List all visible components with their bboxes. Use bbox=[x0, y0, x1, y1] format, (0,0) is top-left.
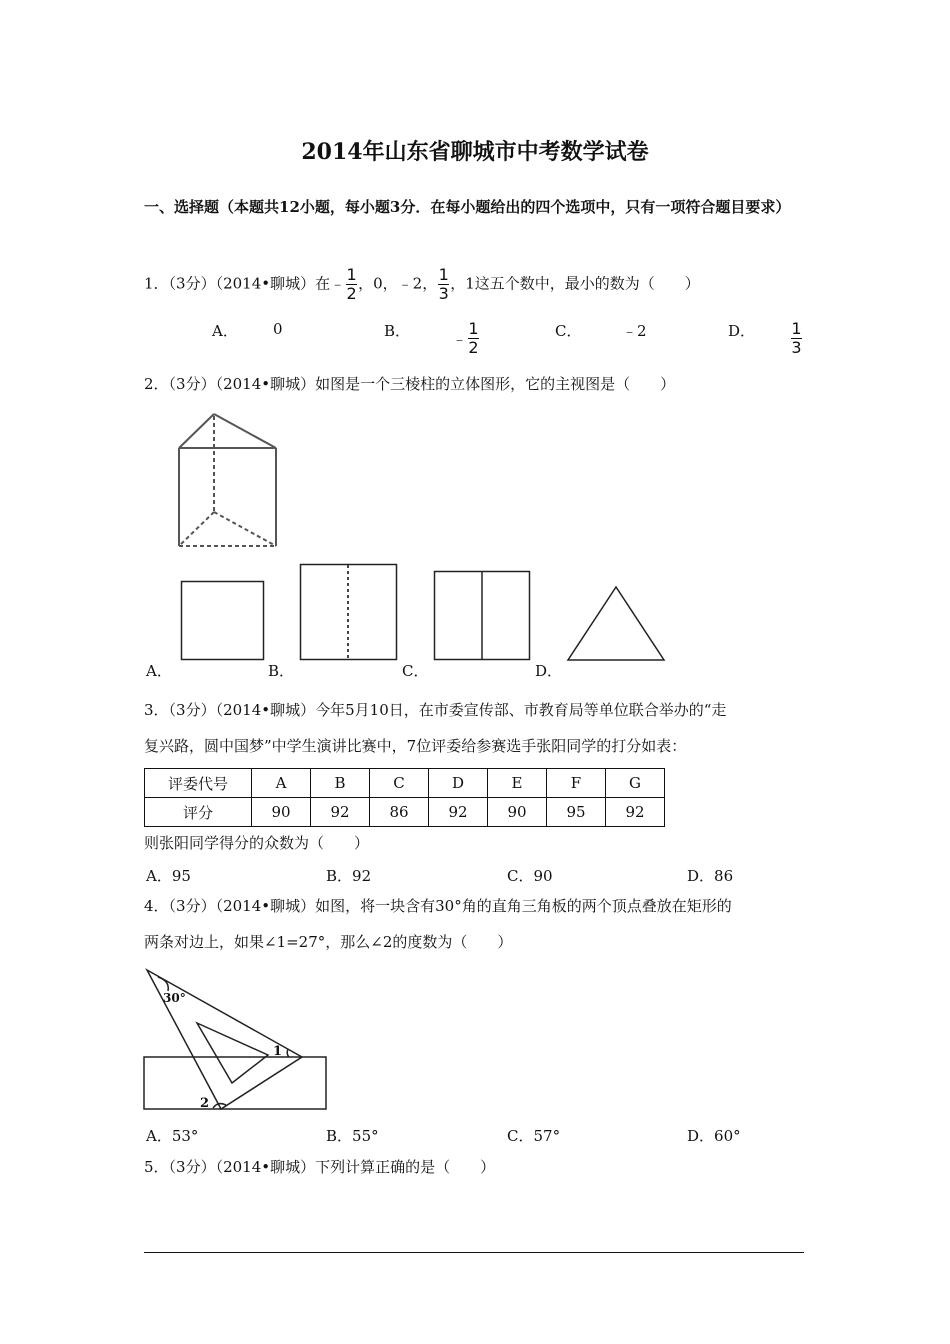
question-text: ，0，﹣2， bbox=[358, 274, 438, 293]
question-4: 4．（3分）（2014•聊城）如图，将一块含有30°角的直角三角板的两个顶点叠放在矩形的 两条对边上，如果∠1=27°，那么∠2的度数为（ ） bbox=[144, 897, 732, 951]
table-cell: 95 bbox=[547, 798, 606, 827]
q2-option-c-figure bbox=[433, 570, 532, 662]
q3-option-a[interactable]: A．95 bbox=[146, 867, 191, 885]
table-row bbox=[145, 798, 665, 827]
q2-option-c[interactable]: C． bbox=[402, 662, 429, 680]
table-cell: B bbox=[311, 769, 370, 798]
angle-label-1: 1 bbox=[273, 1044, 283, 1059]
q3-option-c[interactable]: C．90 bbox=[507, 867, 553, 885]
q4-option-c[interactable]: C．57° bbox=[507, 1127, 561, 1145]
q1-option-d-value: $\frac{1}{3}$ bbox=[791, 319, 802, 357]
table-cell: 92 bbox=[311, 798, 370, 827]
table-cell: E bbox=[488, 769, 547, 798]
q1-option-a-value: 0 bbox=[273, 320, 283, 338]
angle-label-30: 30° bbox=[163, 991, 186, 1005]
q2-option-a[interactable]: A． bbox=[146, 662, 172, 680]
question-1 bbox=[144, 266, 814, 303]
table-header-cell: 评分 bbox=[145, 798, 252, 827]
table-cell: A bbox=[252, 769, 311, 798]
q2-option-d-figure bbox=[565, 584, 668, 663]
question-5: 5．（3分）（2014•聊城）下列计算正确的是（ ） bbox=[144, 1158, 496, 1176]
q1-option-c[interactable]: C． bbox=[555, 322, 582, 340]
q3-option-d[interactable]: D．86 bbox=[687, 867, 734, 885]
footer-divider bbox=[144, 1252, 804, 1253]
table-cell: D bbox=[429, 769, 488, 798]
section-header: 一、选择题（本题共12小题，每小题3分．在每小题给出的四个选项中，只有一项符合题目要求） bbox=[144, 198, 791, 216]
score-table bbox=[144, 768, 665, 827]
fraction-one-third: $\frac{1}{3}$ bbox=[438, 265, 449, 303]
q4-option-d[interactable]: D．60° bbox=[687, 1127, 741, 1145]
q2-option-d[interactable]: D． bbox=[535, 662, 563, 680]
q1-option-c-value: ﹣2 bbox=[622, 322, 647, 340]
q4-option-b[interactable]: B．55° bbox=[326, 1127, 379, 1145]
table-header-cell: 评委代号 bbox=[145, 769, 252, 798]
table-cell: F bbox=[547, 769, 606, 798]
table-cell: 90 bbox=[252, 798, 311, 827]
question-number: 1． bbox=[144, 274, 169, 293]
table-cell: G bbox=[606, 769, 665, 798]
question-text: ，1这五个数中，最小的数为（ ） bbox=[450, 274, 700, 293]
q1-option-b-value: ﹣ $\frac{1}{2}$ bbox=[452, 319, 479, 357]
fraction-one-half: $\frac{1}{2}$ bbox=[346, 265, 357, 303]
question-3: 3．（3分）（2014•聊城）今年5月10日，在市委宣传部、市教育局等单位联合举办的“走 复兴路，圆中国梦”中学生演讲比赛中，7位评委给参赛选手张阳同学的打分如表： bbox=[144, 701, 727, 755]
table-cell: 92 bbox=[606, 798, 665, 827]
q1-option-a[interactable]: A． bbox=[212, 322, 238, 340]
table-cell: 86 bbox=[370, 798, 429, 827]
table-cell: 90 bbox=[488, 798, 547, 827]
angle-label-2: 2 bbox=[200, 1096, 210, 1111]
q2-option-b-figure bbox=[299, 563, 399, 662]
table-row bbox=[145, 769, 665, 798]
q3-question: 则张阳同学得分的众数为（ ） bbox=[144, 834, 370, 852]
q1-option-b[interactable]: B． bbox=[384, 322, 411, 340]
q1-option-d[interactable]: D． bbox=[728, 322, 756, 340]
q3-option-b[interactable]: B．92 bbox=[326, 867, 372, 885]
question-2: 2．（3分）（2014•聊城）如图是一个三棱柱的立体图形，它的主视图是（ ） bbox=[144, 375, 676, 393]
q2-option-b[interactable]: B． bbox=[268, 662, 295, 680]
prism-figure bbox=[170, 408, 285, 553]
table-cell: 92 bbox=[429, 798, 488, 827]
q4-option-a[interactable]: A．53° bbox=[146, 1127, 199, 1145]
table-cell: C bbox=[370, 769, 429, 798]
q2-option-a-figure bbox=[180, 580, 266, 662]
question-text: 在﹣ bbox=[315, 274, 346, 293]
page-title: 2014年山东省聊城市中考数学试卷 bbox=[301, 139, 649, 165]
question-meta: （3分）（2014•聊城） bbox=[168, 274, 316, 293]
set-square-figure bbox=[140, 965, 332, 1115]
